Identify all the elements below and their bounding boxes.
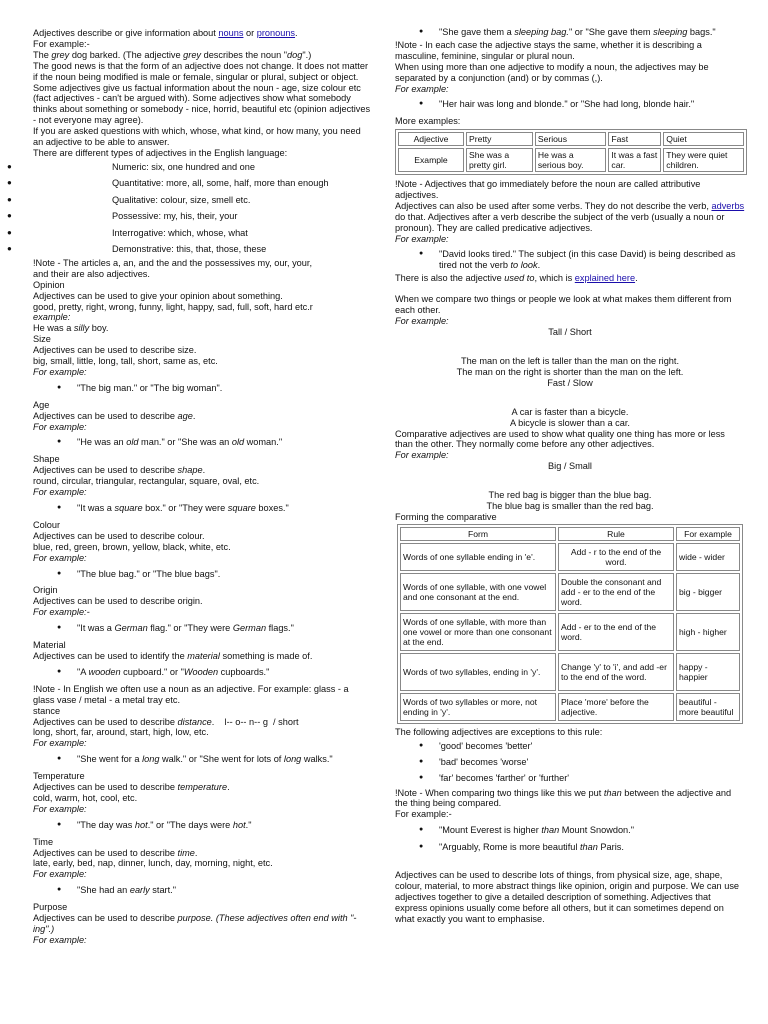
- age-bullet: [33, 437, 371, 448]
- purpose-heading: Purpose: [33, 902, 68, 913]
- t: old: [126, 437, 139, 448]
- hair-bullet: ● "Her hair was long and blonde." or "She had long, blonde hair.": [395, 99, 745, 110]
- t: "The day was: [77, 819, 135, 830]
- t: cupboard." or ": [120, 666, 184, 677]
- t: boy.: [89, 323, 109, 334]
- table-cell: He was a serious boy.: [535, 148, 607, 172]
- summary-paragraph: Adjectives can be used to describe lots of things, from physical size, age, shape, colour, material, to more abstract things like opinion, origin and purpose. We can use adjectives together to give a detailed description of something. Adjectives that express opinions usually come before all others, but it can sometimes depend on what exactly you want to emphasise.: [395, 870, 740, 924]
- distance-desc: [33, 717, 371, 728]
- temperature-desc: [33, 782, 371, 793]
- rome-bullet: [395, 842, 745, 853]
- t: long: [142, 754, 160, 765]
- table-header-cell: Rule: [558, 527, 674, 541]
- t: something is made of.: [219, 650, 313, 661]
- everest-bullet: [395, 825, 745, 836]
- table-cell: Words of two syllables, ending in 'y'.: [400, 653, 556, 691]
- t: "Mount Everest is higher: [439, 825, 542, 836]
- types-list: [33, 159, 371, 258]
- table-cell: happy - happier: [676, 653, 740, 691]
- fast-line-2: A bicycle is slower than a car.: [509, 417, 630, 428]
- opinion-desc: Adjectives can be used to give your opinion about something.: [33, 290, 283, 301]
- exception-item: ● 'far' becomes 'farther' or 'further': [395, 773, 745, 784]
- t: He was a: [33, 323, 74, 334]
- shape-list: round, circular, triangular, rectangular, square, oval, etc.: [33, 476, 260, 487]
- t: man." or "She was an: [138, 437, 232, 448]
- type-item: ● Qualitative: colour, size, smell etc.: [33, 192, 371, 209]
- t: "She had an: [77, 885, 130, 896]
- for-example-label: For example:: [33, 934, 87, 945]
- table-cell: Words of one syllable, with one vowel and one consonant at the end.: [400, 573, 556, 611]
- t: shape: [177, 465, 203, 476]
- table-header-cell: For example: [676, 527, 740, 541]
- intro-text: Adjectives describe or give information about: [33, 28, 219, 38]
- for-example-label: For example:: [395, 83, 449, 94]
- t: woman.": [244, 437, 283, 448]
- t: cupboards.": [218, 666, 270, 677]
- spacer: [395, 283, 745, 294]
- size-list: big, small, little, long, tall, short, same as, etc.: [33, 356, 218, 367]
- time-desc: [33, 848, 371, 859]
- type-item: ● Quantitative: more, all, some, half, more than enough: [33, 175, 371, 192]
- intro-or: or: [243, 28, 257, 38]
- table-cell: They were quiet children.: [663, 148, 744, 172]
- example-label: example:: [33, 312, 71, 323]
- comparative-desc: Comparative adjectives are used to show what quality one thing has more or less than the other. They normally come before any other adjectives.: [395, 428, 725, 450]
- table-header-cell: Form: [400, 527, 556, 541]
- t: than: [579, 842, 598, 853]
- t: sleeping bag.: [514, 27, 569, 37]
- t: hot: [134, 819, 148, 830]
- origin-desc: Adjectives can be used to describe origin.: [33, 596, 203, 607]
- tall-line-2: The man on the right is shorter than the man on the left.: [456, 366, 684, 377]
- types-intro: There are different types of adjectives in the English language:: [33, 147, 288, 158]
- temperature-heading: Temperature: [33, 771, 85, 782]
- note-than: [395, 788, 745, 810]
- origin-heading: Origin: [33, 585, 58, 596]
- big-small-heading: Big / Small: [548, 461, 592, 472]
- silly-example: [33, 323, 371, 334]
- for-example-label: For example:: [33, 738, 87, 749]
- t: , which is: [534, 272, 575, 283]
- spacer: [395, 389, 745, 407]
- t: material: [187, 650, 220, 661]
- tall-short-heading: Tall / Short: [548, 327, 592, 338]
- t: .: [635, 272, 638, 283]
- t: than: [541, 825, 560, 836]
- t: "David looks tired." The subject (in this case David) is being described as tired not the verb: [439, 248, 736, 270]
- explained-here-link[interactable]: explained here: [574, 272, 636, 283]
- for-example-label: For example:-: [33, 607, 90, 618]
- table-header-cell: Quiet: [663, 132, 744, 146]
- material-desc: [33, 651, 371, 662]
- adverbs-link[interactable]: adverbs: [711, 201, 745, 212]
- t: dog: [287, 49, 303, 60]
- table-row: [400, 693, 740, 721]
- nouns-link[interactable]: nouns: [218, 28, 244, 38]
- table-header-cell: Serious: [535, 132, 607, 146]
- table-cell: Change 'y' to 'i', and add -er to the end of the word.: [558, 653, 674, 691]
- examples-table: [395, 129, 747, 175]
- t: .: [227, 782, 230, 793]
- t: Mount Snowdon.": [559, 825, 634, 836]
- shape-desc: [33, 465, 371, 476]
- for-example-label: For example:: [33, 487, 87, 498]
- table-header-row: [398, 132, 744, 146]
- colour-desc: Adjectives can be used to describe colour.: [33, 530, 205, 541]
- t: do that. Adjectives after a verb describe the subject of the verb (usually a noun or pronoun). They are called predicative adjectives.: [395, 211, 725, 233]
- note-same: !Note - In each case the adjective stays the same, whether it is describing a masculine, feminine, singular or plural noun.: [395, 39, 702, 61]
- t: Adjectives can be used to describe: [33, 847, 178, 858]
- tall-line-1: The man on the left is taller than the man on the right.: [460, 356, 680, 367]
- compare-intro: When we compare two things or people we look at what makes them different from each other.: [395, 294, 732, 316]
- t: "A: [77, 666, 89, 677]
- exception-item: ● 'good' becomes 'better': [395, 741, 745, 752]
- t: long: [283, 754, 302, 765]
- t: ." or "The days were: [147, 819, 233, 830]
- exception-item: ● 'bad' becomes 'worse': [395, 757, 745, 768]
- more-examples-label: More examples:: [395, 116, 461, 127]
- temperature-bullet: [33, 820, 371, 831]
- exceptions-intro: The following adjectives are exceptions to this rule:: [395, 726, 603, 737]
- table-cell: wide - wider: [676, 543, 740, 571]
- t: .: [537, 259, 541, 270]
- temperature-list: cold, warm, hot, cool, etc.: [33, 792, 138, 803]
- table-header-cell: Fast: [608, 132, 661, 146]
- table-cell: Words of one syllable ending in 'e'.: [400, 543, 556, 571]
- table-row: [398, 148, 744, 172]
- age-heading: Age: [33, 399, 50, 410]
- big-line-2: The blue bag is smaller than the red bag.: [486, 501, 654, 512]
- colour-bullet: ● "The blue bag." or "The blue bags".: [33, 569, 371, 580]
- age-desc: [33, 411, 371, 422]
- after-verbs-paragraph: [395, 201, 745, 234]
- table-row: [400, 543, 740, 571]
- table-cell: Add - er to the end of the word.: [558, 613, 674, 651]
- table-cell: high - higher: [676, 613, 740, 651]
- table-cell: beautiful - more beautiful: [676, 693, 740, 721]
- for-example-label: For example:: [395, 450, 449, 461]
- t: between the adjective and the thing being compared.: [395, 787, 732, 809]
- tired-bullet: [395, 249, 745, 271]
- table-header-cell: Pretty: [466, 132, 533, 146]
- t: .: [192, 410, 196, 421]
- distance-bullet: [33, 754, 371, 765]
- t: Adjectives can be used to identify the: [33, 650, 188, 661]
- spacer: [395, 338, 745, 356]
- shape-bullet: [33, 503, 371, 514]
- t: " or "She gave them: [568, 27, 654, 37]
- table-cell: Double the consonant and add - er to the end of the word.: [558, 573, 674, 611]
- for-example-label: For example:: [33, 869, 87, 880]
- t: to look: [510, 259, 538, 270]
- sleeping-bag-bullet: [395, 27, 745, 38]
- table-row: [400, 573, 740, 611]
- for-example-label: For example:: [33, 552, 87, 563]
- material-bullet: [33, 667, 371, 678]
- right-column: [395, 27, 745, 925]
- table-row: [400, 653, 740, 691]
- t: square: [227, 503, 256, 513]
- t: . l-- o-- n-- g / short: [211, 716, 299, 727]
- t: wooden: [88, 666, 121, 677]
- grey-example: [33, 50, 371, 61]
- for-example-label: For example:-: [395, 809, 452, 820]
- t: !Note - When comparing two things like this we put: [395, 787, 604, 798]
- t: boxes.": [255, 503, 289, 513]
- table-cell: Words of two syllables or more, not ending in 'y'.: [400, 693, 556, 721]
- type-item: ● Demonstrative: this, that, those, these: [33, 241, 371, 258]
- left-column: [33, 28, 371, 946]
- table-cell: She was a pretty girl.: [466, 148, 533, 172]
- table-cell: Add - r to the end of the word.: [558, 543, 674, 571]
- fast-line-1: A car is faster than a bicycle.: [511, 406, 629, 417]
- t: "She gave them a: [439, 27, 515, 37]
- opinion-heading: Opinion: [33, 279, 65, 290]
- spacer: [395, 472, 745, 490]
- t: silly: [73, 323, 90, 334]
- note-noun: !Note - In English we often use a noun as an adjective. For example: glass - a glass vase / metal - a metal tray etc.: [33, 683, 349, 705]
- table-row: [400, 613, 740, 651]
- t: hot: [232, 819, 246, 830]
- t: .: [194, 847, 198, 858]
- size-desc: Adjectives can be used to describe size.: [33, 345, 197, 356]
- more-than-one-paragraph: When using more than one adjective to modify a noun, the adjectives may be separated by a conjunction (and) or by commas (,).: [395, 61, 709, 83]
- for-example-label: For example:: [395, 316, 449, 327]
- table-header-row: [400, 527, 740, 541]
- forming-comparative-heading: Forming the comparative: [395, 512, 497, 522]
- table-cell: Words of one syllable, with more than one vowel or more than one consonant at the end.: [400, 613, 556, 651]
- t: Wooden: [183, 666, 219, 677]
- t: time: [177, 847, 195, 858]
- time-bullet: [33, 885, 371, 896]
- material-heading: Material: [33, 640, 66, 651]
- t: German: [114, 623, 148, 634]
- t: used to: [504, 272, 535, 283]
- table-cell: big - bigger: [676, 573, 740, 611]
- t: start.": [149, 885, 176, 896]
- t: walks.": [301, 754, 333, 765]
- t: flag." or "They were: [147, 623, 233, 634]
- t: purpose: [177, 913, 211, 924]
- colour-heading: Colour: [33, 519, 61, 530]
- t: walk." or "She went for lots of: [159, 754, 284, 765]
- factual-paragraph: Some adjectives give us factual information about the noun - age, size colour etc (fact adjectives - can't be argued with). Some adjectives show what somebody thinks about something or somebody - nice, horrid, beautiful etc (opinion adjectives - not everyone may agree).: [33, 82, 371, 126]
- good-news-paragraph: The good news is that the form of an adjective does not change. It does not matter if the noun being modified is male or female, singular or plural, subject or object.: [33, 60, 369, 82]
- type-item: ● Numeric: six, one hundred and one: [33, 159, 371, 176]
- questions-paragraph: If you are asked questions with which, whose, what kind, or how many, you need an adjective to be able to answer.: [33, 126, 361, 148]
- t: old: [231, 437, 245, 448]
- note-articles: !Note - The articles a, an, and the and the possessives my, our, your, and their are also adjectives.: [33, 257, 313, 279]
- big-line-1: The red bag is bigger than the blue bag.: [488, 490, 652, 501]
- t: box." or "They were: [142, 503, 228, 513]
- t: ".): [302, 49, 312, 60]
- shape-heading: Shape: [33, 454, 60, 465]
- t: "It was a: [77, 623, 115, 634]
- t: There is also the adjective: [395, 272, 505, 283]
- t: grey: [51, 49, 70, 60]
- t: temperature: [177, 782, 228, 793]
- t: Paris.: [597, 842, 624, 853]
- t: . (These adjectives often end with "-ing".): [33, 913, 357, 934]
- type-item: ● Interrogative: which, whose, what: [33, 225, 371, 242]
- note-attributive: !Note - Adjectives that go immediately before the noun are called attributive adjectives.: [395, 179, 701, 201]
- t: Adjectives can also be used after some verbs. They do not describe the verb,: [395, 201, 712, 212]
- fast-slow-heading: Fast / Slow: [547, 377, 593, 388]
- t: "Arguably, Rome is more beautiful: [439, 842, 580, 853]
- for-example-label: For example:: [33, 421, 87, 432]
- t: Adjectives can be used to describe: [33, 782, 178, 793]
- table-cell: Place 'more' before the adjective.: [558, 693, 674, 721]
- table-cell: Example: [398, 148, 464, 172]
- t: "It was a: [77, 503, 115, 513]
- for-example-label: For example:: [33, 366, 87, 377]
- origin-bullet: [33, 623, 371, 634]
- intro-end: .: [295, 28, 298, 38]
- t: bags.": [687, 27, 716, 37]
- t: flags.": [266, 623, 294, 634]
- distance-heading: stance: [33, 705, 61, 716]
- t: age: [177, 410, 193, 421]
- t: The: [33, 49, 52, 60]
- purpose-desc: [33, 913, 371, 935]
- t: Adjectives can be used to describe: [33, 410, 178, 421]
- t: "She went for a: [77, 754, 143, 765]
- t: grey: [183, 49, 202, 60]
- type-item: ● Possessive: my, his, their, your: [33, 208, 371, 225]
- pronouns-link[interactable]: pronouns: [256, 28, 296, 38]
- t: German: [232, 623, 267, 634]
- t: sleeping: [653, 27, 688, 37]
- for-example-label: For example:-: [33, 38, 90, 49]
- t: .": [245, 819, 252, 830]
- used-to-paragraph: [395, 273, 745, 284]
- spacer: [395, 859, 745, 870]
- t: .: [202, 465, 206, 476]
- for-example-label: For example:: [395, 233, 449, 244]
- for-example-label: For example:: [33, 803, 87, 814]
- t: dog barked. (The adjective: [69, 49, 184, 60]
- intro: [33, 28, 371, 39]
- table-cell: It was a fast car.: [608, 148, 661, 172]
- size-bullet: ● "The big man." or "The big woman".: [33, 383, 371, 394]
- distance-list: long, short, far, around, start, high, low, etc.: [33, 727, 209, 738]
- time-list: late, early, bed, nap, dinner, lunch, day, morning, night, etc.: [33, 858, 273, 869]
- t: square: [114, 503, 143, 513]
- t: early: [129, 885, 150, 896]
- opinion-list: good, pretty, right, wrong, funny, light, happy, sad, full, soft, hard etc.r: [33, 301, 313, 312]
- colour-list: blue, red, green, brown, yellow, black, white, etc.: [33, 541, 231, 552]
- t: "He was an: [77, 437, 127, 448]
- t: than: [603, 787, 622, 798]
- comparative-table: [397, 524, 743, 724]
- table-header-cell: Adjective: [398, 132, 464, 146]
- size-heading: Size: [33, 334, 51, 345]
- t: distance: [177, 716, 212, 727]
- t: Adjectives can be used to describe: [33, 716, 178, 727]
- t: describes the noun ": [201, 49, 288, 60]
- t: Adjectives can be used to describe: [33, 465, 178, 476]
- t: Adjectives can be used to describe: [33, 913, 178, 924]
- time-heading: Time: [33, 836, 54, 847]
